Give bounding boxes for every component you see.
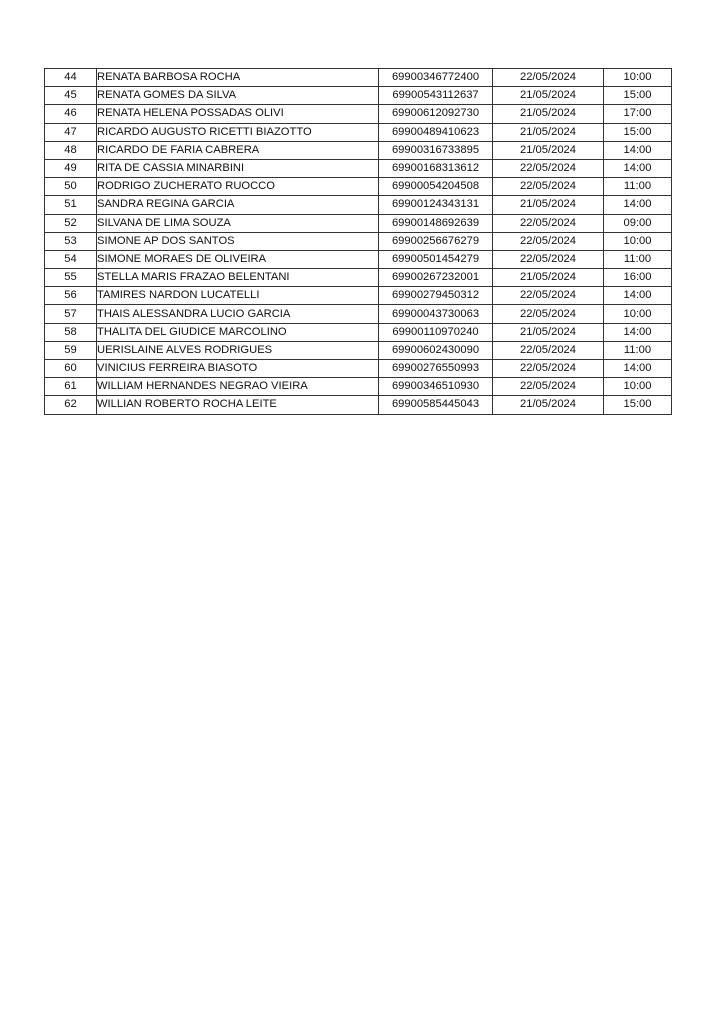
registration-code: 69900054204508 (379, 178, 493, 196)
appointment-time: 11:00 (604, 250, 672, 268)
row-number: 58 (45, 323, 97, 341)
person-name: RENATA HELENA POSSADAS OLIVI (97, 105, 379, 123)
table-row (45, 69, 672, 87)
registration-code: 69900279450312 (379, 287, 493, 305)
person-name: RENATA GOMES DA SILVA (97, 87, 379, 105)
table-row (45, 360, 672, 378)
appointment-time: 14:00 (604, 159, 672, 177)
appointment-date: 21/05/2024 (493, 396, 604, 414)
table-row (45, 378, 672, 396)
person-name: STELLA MARIS FRAZAO BELENTANI (97, 269, 379, 287)
registration-code: 69900346772400 (379, 69, 493, 87)
appointment-time: 10:00 (604, 232, 672, 250)
row-number: 57 (45, 305, 97, 323)
table-row (45, 159, 672, 177)
registration-code: 69900316733895 (379, 141, 493, 159)
row-number: 46 (45, 105, 97, 123)
appointment-date: 22/05/2024 (493, 250, 604, 268)
row-number: 47 (45, 123, 97, 141)
row-number: 62 (45, 396, 97, 414)
person-name: WILLIAN ROBERTO ROCHA LEITE (97, 396, 379, 414)
appointment-date: 21/05/2024 (493, 87, 604, 105)
table-row (45, 396, 672, 414)
registration-code: 69900501454279 (379, 250, 493, 268)
person-name: RICARDO DE FARIA CABRERA (97, 141, 379, 159)
appointment-time: 15:00 (604, 123, 672, 141)
table-row (45, 141, 672, 159)
row-number: 54 (45, 250, 97, 268)
appointment-date: 21/05/2024 (493, 141, 604, 159)
appointment-time: 15:00 (604, 396, 672, 414)
appointment-time: 14:00 (604, 360, 672, 378)
table-row (45, 178, 672, 196)
row-number: 44 (45, 69, 97, 87)
appointment-date: 22/05/2024 (493, 159, 604, 177)
registration-code: 69900276550993 (379, 360, 493, 378)
row-number: 52 (45, 214, 97, 232)
appointment-time: 10:00 (604, 378, 672, 396)
appointment-time: 17:00 (604, 105, 672, 123)
table-row (45, 123, 672, 141)
registration-code: 69900612092730 (379, 105, 493, 123)
appointment-time: 14:00 (604, 323, 672, 341)
person-name: RODRIGO ZUCHERATO RUOCCO (97, 178, 379, 196)
appointment-date: 21/05/2024 (493, 123, 604, 141)
registration-code: 69900489410623 (379, 123, 493, 141)
appointment-date: 21/05/2024 (493, 269, 604, 287)
table-row (45, 87, 672, 105)
person-name: RITA DE CASSIA MINARBINI (97, 159, 379, 177)
row-number: 51 (45, 196, 97, 214)
registration-code: 69900543112637 (379, 87, 493, 105)
registration-code: 69900267232001 (379, 269, 493, 287)
person-name: RICARDO AUGUSTO RICETTI BIAZOTTO (97, 123, 379, 141)
person-name: TAMIRES NARDON LUCATELLI (97, 287, 379, 305)
person-name: UERISLAINE ALVES RODRIGUES (97, 341, 379, 359)
appointment-time: 10:00 (604, 305, 672, 323)
table-row (45, 323, 672, 341)
appointment-date: 22/05/2024 (493, 69, 604, 87)
registration-code: 69900602430090 (379, 341, 493, 359)
table-row (45, 232, 672, 250)
row-number: 48 (45, 141, 97, 159)
appointment-time: 15:00 (604, 87, 672, 105)
person-name: SIMONE MORAES DE OLIVEIRA (97, 250, 379, 268)
appointment-time: 10:00 (604, 69, 672, 87)
registration-code: 69900124343131 (379, 196, 493, 214)
row-number: 59 (45, 341, 97, 359)
appointment-date: 22/05/2024 (493, 287, 604, 305)
person-name: SANDRA REGINA GARCIA (97, 196, 379, 214)
row-number: 55 (45, 269, 97, 287)
appointment-date: 22/05/2024 (493, 341, 604, 359)
appointment-time: 11:00 (604, 341, 672, 359)
appointment-date: 22/05/2024 (493, 214, 604, 232)
table-row (45, 305, 672, 323)
person-name: THALITA DEL GIUDICE MARCOLINO (97, 323, 379, 341)
row-number: 45 (45, 87, 97, 105)
person-name: RENATA BARBOSA ROCHA (97, 69, 379, 87)
table-row (45, 214, 672, 232)
appointment-date: 22/05/2024 (493, 305, 604, 323)
person-name: VINICIUS FERREIRA BIASOTO (97, 360, 379, 378)
table-row (45, 250, 672, 268)
table-row (45, 287, 672, 305)
registration-code: 69900346510930 (379, 378, 493, 396)
row-number: 60 (45, 360, 97, 378)
appointment-time: 11:00 (604, 178, 672, 196)
registration-code: 69900043730063 (379, 305, 493, 323)
appointment-date: 21/05/2024 (493, 323, 604, 341)
row-number: 50 (45, 178, 97, 196)
appointment-time: 14:00 (604, 287, 672, 305)
registration-code: 69900256676279 (379, 232, 493, 250)
table-body (45, 69, 672, 415)
table-row (45, 341, 672, 359)
registration-code: 69900585445043 (379, 396, 493, 414)
appointment-date: 22/05/2024 (493, 360, 604, 378)
person-name: SIMONE AP DOS SANTOS (97, 232, 379, 250)
person-name: WILLIAM HERNANDES NEGRAO VIEIRA (97, 378, 379, 396)
schedule-table (44, 68, 672, 415)
table-row (45, 269, 672, 287)
row-number: 61 (45, 378, 97, 396)
row-number: 56 (45, 287, 97, 305)
row-number: 49 (45, 159, 97, 177)
registration-code: 69900168313612 (379, 159, 493, 177)
registration-code: 69900110970240 (379, 323, 493, 341)
appointment-time: 09:00 (604, 214, 672, 232)
appointment-date: 22/05/2024 (493, 178, 604, 196)
table-row (45, 105, 672, 123)
table-row (45, 196, 672, 214)
appointment-date: 22/05/2024 (493, 232, 604, 250)
appointment-date: 21/05/2024 (493, 105, 604, 123)
appointment-time: 14:00 (604, 141, 672, 159)
appointment-date: 22/05/2024 (493, 378, 604, 396)
appointment-time: 16:00 (604, 269, 672, 287)
person-name: SILVANA DE LIMA SOUZA (97, 214, 379, 232)
registration-code: 69900148692639 (379, 214, 493, 232)
appointment-date: 21/05/2024 (493, 196, 604, 214)
person-name: THAIS ALESSANDRA LUCIO GARCIA (97, 305, 379, 323)
appointment-time: 14:00 (604, 196, 672, 214)
row-number: 53 (45, 232, 97, 250)
